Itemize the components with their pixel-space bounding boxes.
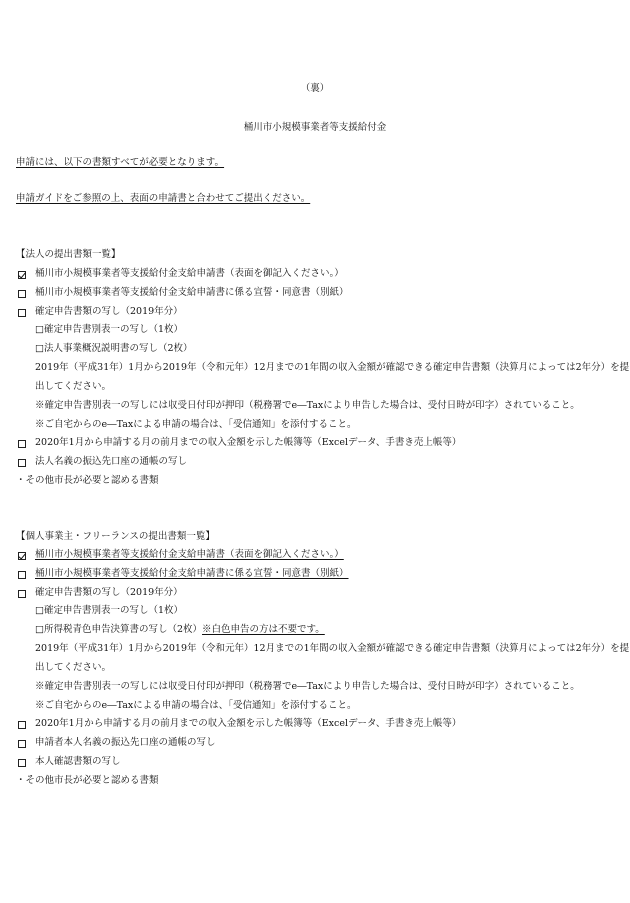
corporate-item3-label: 確定申告書類の写し（2019年分） (35, 306, 183, 317)
corporate-sub1: □確定申告書別表一の写し（1枚） (35, 324, 184, 335)
individual-item3-label: 確定申告書類の写し（2019年分） (35, 587, 183, 598)
individual-heading: 【個人事業主・フリーランスの提出書類一覧】 (16, 531, 215, 542)
corporate-item1-label: 桶川市小規模事業者等支援給付金支給申請書（表面を御記入ください。） (35, 268, 344, 279)
intro-line-2: 申請ガイドをご参照の上、表面の申請書と合わせてご提出ください。 (16, 193, 311, 204)
individual-item1-label: 桶川市小規模事業者等支援給付金支給申請書（表面を御記入ください。） (35, 549, 344, 560)
individual-item2-label: 桶川市小規模事業者等支援給付金支給申請書に係る宣誓・同意書（別紙） (35, 568, 349, 579)
corporate-item4-checkbox[interactable] (18, 440, 26, 448)
individual-note3: ※ご自宅からのe―Taxによる申請の場合は、「受信通知」を添付すること。 (35, 700, 357, 711)
corporate-item5-checkbox[interactable] (18, 459, 26, 467)
corporate-item2-checkbox[interactable] (18, 290, 26, 298)
corporate-sub2: □法人事業概況説明書の写し（2枚） (35, 343, 193, 354)
individual-other: ・その他市長が必要と認める書類 (16, 775, 159, 786)
individual-note2: ※確定申告書別表一の写しには収受日付印が押印（税務署でe―Taxにより申告した場合は、受付日時が印字）されていること。 (35, 681, 580, 692)
corporate-item4-label: 2020年1月から申請する月の前月までの収入金額を示した帳簿等（Excelデータ、手書き売上帳等） (35, 437, 462, 448)
corporate-item5-label: 法人名義の振込先口座の通帳の写し (35, 456, 188, 467)
individual-item6-label: 本人確認書類の写し (35, 756, 121, 767)
individual-item5-checkbox[interactable] (18, 740, 26, 748)
individual-sub1: □確定申告書別表一の写し（1枚） (35, 605, 184, 616)
corporate-note2: ※確定申告書別表一の写しには収受日付印が押印（税務署でe―Taxにより申告した場合は、受付日時が印字）されていること。 (35, 400, 580, 411)
corporate-note1a: 2019年（平成31年）1月から2019年（令和元年）12月までの1年間の収入金額が確認できる確定申告書類（決算月によっては2年分）を提 (35, 362, 630, 373)
individual-item3-checkbox[interactable] (18, 590, 26, 598)
individual-sub2 (35, 623, 325, 637)
individual-sub2-note: ※白色申告の方は不要です。 (202, 624, 325, 635)
corporate-note1b: 出してください。 (35, 381, 112, 392)
individual-item5-label: 申請者本人名義の振込先口座の通帳の写し (35, 737, 216, 748)
individual-item6-checkbox[interactable] (18, 759, 26, 767)
corporate-item3-checkbox[interactable] (18, 309, 26, 317)
individual-sub2-main: □所得税青色申告決算書の写し（2枚） (35, 624, 203, 635)
individual-note1b: 出してください。 (35, 662, 112, 673)
corporate-item2-label: 桶川市小規模事業者等支援給付金支給申請書に係る宣誓・同意書（別紙） (35, 287, 349, 298)
individual-note1a: 2019年（平成31年）1月から2019年（令和元年）12月までの1年間の収入金額が確認できる確定申告書類（決算月によっては2年分）を提 (35, 643, 630, 654)
individual-item4-checkbox[interactable] (18, 721, 26, 729)
corporate-heading: 【法人の提出書類一覧】 (16, 249, 121, 260)
individual-item4-label: 2020年1月から申請する月の前月までの収入金額を示した帳簿等（Excelデータ、手書き売上帳等） (35, 718, 462, 729)
document-title: 桶川市小規模事業者等支援給付金 (243, 122, 387, 133)
back-side-mark: （裏） (300, 83, 330, 94)
corporate-item1-checkbox[interactable] (18, 271, 26, 279)
corporate-note3: ※ご自宅からのe―Taxによる申請の場合は、「受信通知」を添付すること。 (35, 419, 357, 430)
intro-line-1: 申請には、以下の書類すべてが必要となります。 (16, 157, 225, 168)
individual-item1-checkbox[interactable] (18, 552, 26, 560)
individual-item2-checkbox[interactable] (18, 571, 26, 579)
corporate-other: ・その他市長が必要と認める書類 (16, 475, 159, 486)
